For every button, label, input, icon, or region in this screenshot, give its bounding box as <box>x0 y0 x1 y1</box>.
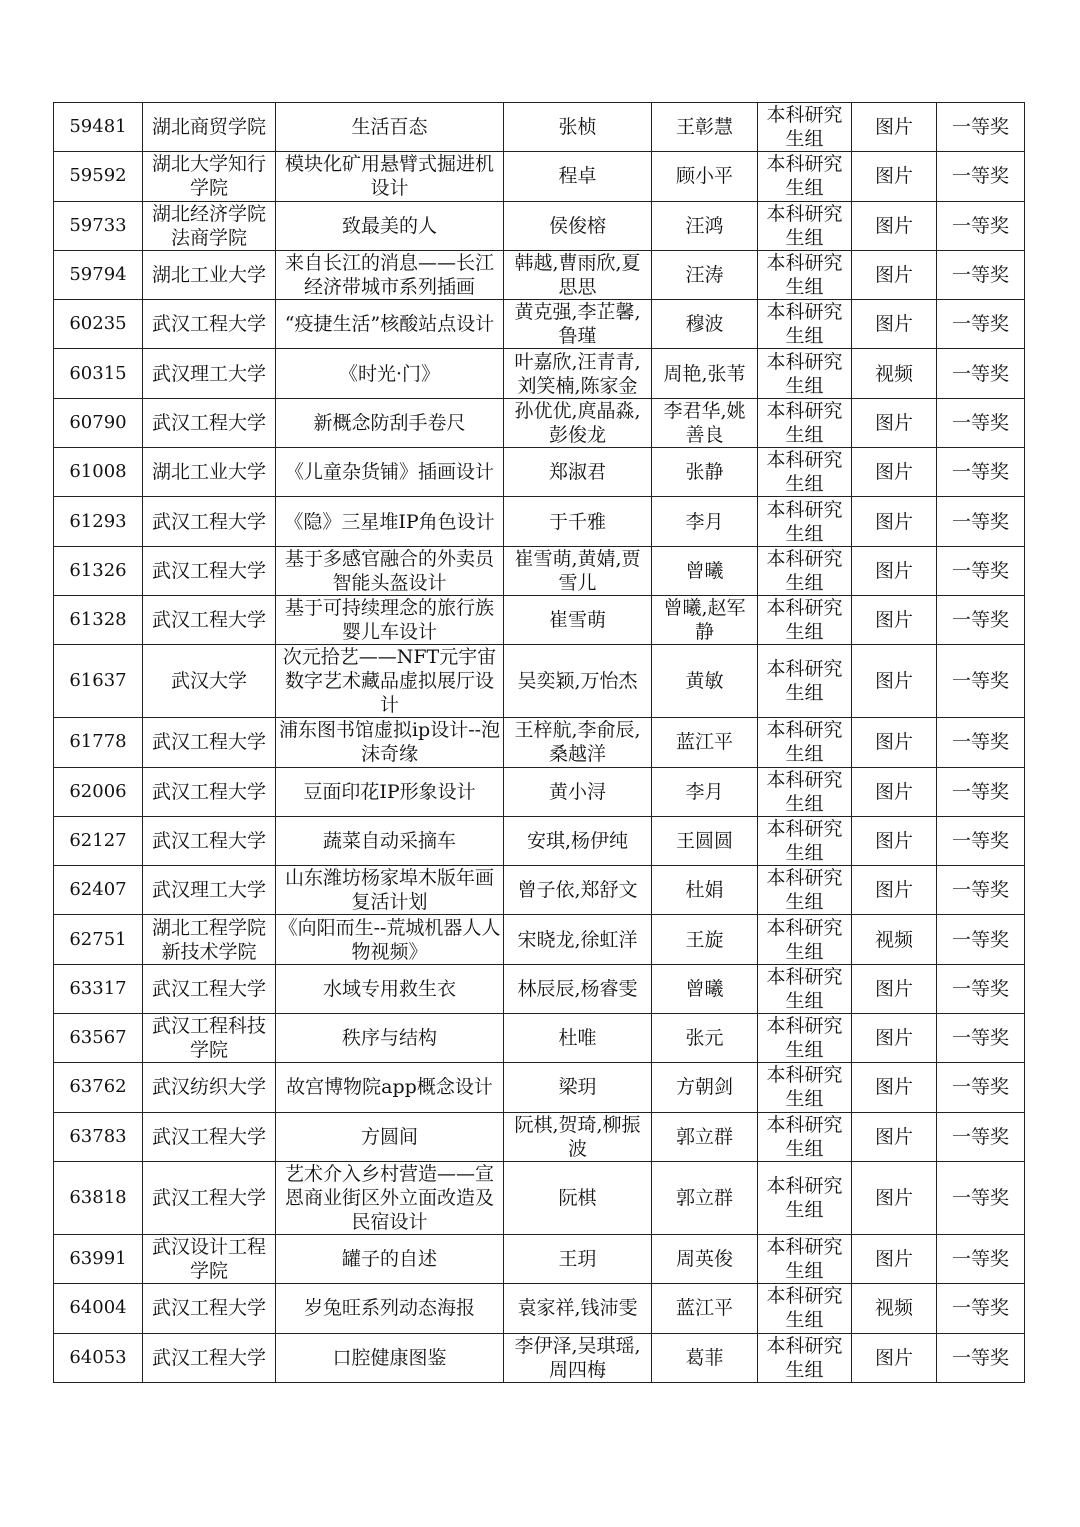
work-title-cell: 浦东图书馆虚拟ip设计--泡沫奇缘 <box>276 718 504 767</box>
group-cell: 本科研究生组 <box>758 645 852 718</box>
authors-cell: 黄克强,李芷馨,鲁瑾 <box>504 300 652 349</box>
work-title-cell: 岁兔旺系列动态海报 <box>276 1284 504 1333</box>
award-cell: 一等奖 <box>937 1063 1025 1112</box>
group-cell: 本科研究生组 <box>758 349 852 398</box>
work-title-cell: 豆面印花IP形象设计 <box>276 767 504 816</box>
work-title-cell: 来自长江的消息——长江经济带城市系列插画 <box>276 250 504 299</box>
school-cell: 武汉工程大学 <box>143 398 276 447</box>
table-row <box>54 398 1025 447</box>
authors-cell: 孙优优,庹晶淼,彭俊龙 <box>504 398 652 447</box>
group-cell: 本科研究生组 <box>758 1284 852 1333</box>
award-cell: 一等奖 <box>937 448 1025 497</box>
work-title-cell: 故宫博物院app概念设计 <box>276 1063 504 1112</box>
work-title-cell: 艺术介入乡村营造——宣恩商业街区外立面改造及民宿设计 <box>276 1161 504 1234</box>
entry-id-cell: 62127 <box>54 816 143 865</box>
work-title-cell: 模块化矿用悬臂式掘进机设计 <box>276 152 504 201</box>
table-row <box>54 1014 1025 1063</box>
work-title-cell: 蔬菜自动采摘车 <box>276 816 504 865</box>
work-title-cell: 水域专用救生衣 <box>276 964 504 1013</box>
work-title-cell: 次元拾艺——NFT元宇宙数字艺术藏品虚拟展厅设计 <box>276 645 504 718</box>
work-title-cell: 方圆间 <box>276 1112 504 1161</box>
award-cell: 一等奖 <box>937 1234 1025 1283</box>
school-cell: 武汉工程大学 <box>143 767 276 816</box>
entry-id-cell: 59733 <box>54 201 143 250</box>
group-cell: 本科研究生组 <box>758 250 852 299</box>
work-type-cell: 图片 <box>852 767 937 816</box>
award-cell: 一等奖 <box>937 964 1025 1013</box>
award-cell: 一等奖 <box>937 497 1025 546</box>
group-cell: 本科研究生组 <box>758 448 852 497</box>
authors-cell: 崔雪萌 <box>504 595 652 644</box>
table-row <box>54 767 1025 816</box>
group-cell: 本科研究生组 <box>758 1112 852 1161</box>
entry-id-cell: 63818 <box>54 1161 143 1234</box>
work-title-cell: “疫捷生活”核酸站点设计 <box>276 300 504 349</box>
school-cell: 武汉理工大学 <box>143 866 276 915</box>
group-cell: 本科研究生组 <box>758 1063 852 1112</box>
table-row <box>54 201 1025 250</box>
work-title-cell: 基于多感官融合的外卖员智能头盔设计 <box>276 546 504 595</box>
work-title-cell: 致最美的人 <box>276 201 504 250</box>
table-row <box>54 448 1025 497</box>
entry-id-cell: 62006 <box>54 767 143 816</box>
table-row <box>54 497 1025 546</box>
advisor-cell: 方朝剑 <box>652 1063 758 1112</box>
school-cell: 武汉工程大学 <box>143 300 276 349</box>
advisor-cell: 汪鸿 <box>652 201 758 250</box>
work-title-cell: 《时光·门》 <box>276 349 504 398</box>
work-type-cell: 图片 <box>852 398 937 447</box>
table-row <box>54 1234 1025 1283</box>
authors-cell: 安琪,杨伊纯 <box>504 816 652 865</box>
work-type-cell: 图片 <box>852 300 937 349</box>
authors-cell: 叶嘉欣,汪青青,刘笑楠,陈家金 <box>504 349 652 398</box>
award-cell: 一等奖 <box>937 1014 1025 1063</box>
advisor-cell: 郭立群 <box>652 1161 758 1234</box>
school-cell: 武汉工程大学 <box>143 1112 276 1161</box>
award-cell: 一等奖 <box>937 1284 1025 1333</box>
group-cell: 本科研究生组 <box>758 767 852 816</box>
table-row <box>54 718 1025 767</box>
entry-id-cell: 60790 <box>54 398 143 447</box>
table-row <box>54 349 1025 398</box>
entry-id-cell: 61326 <box>54 546 143 595</box>
school-cell: 武汉工程科技学院 <box>143 1014 276 1063</box>
table-row <box>54 1333 1025 1382</box>
authors-cell: 黄小浔 <box>504 767 652 816</box>
table-row <box>54 1112 1025 1161</box>
advisor-cell: 杜娟 <box>652 866 758 915</box>
work-type-cell: 图片 <box>852 1161 937 1234</box>
table-row <box>54 152 1025 201</box>
group-cell: 本科研究生组 <box>758 497 852 546</box>
work-title-cell: 口腔健康图鉴 <box>276 1333 504 1382</box>
school-cell: 武汉大学 <box>143 645 276 718</box>
work-title-cell: 新概念防刮手卷尺 <box>276 398 504 447</box>
school-cell: 湖北大学知行学院 <box>143 152 276 201</box>
authors-cell: 阮棋 <box>504 1161 652 1234</box>
entry-id-cell: 61778 <box>54 718 143 767</box>
group-cell: 本科研究生组 <box>758 964 852 1013</box>
advisor-cell: 曾曦 <box>652 546 758 595</box>
entry-id-cell: 64004 <box>54 1284 143 1333</box>
table-row <box>54 1161 1025 1234</box>
table-row <box>54 1284 1025 1333</box>
school-cell: 湖北工业大学 <box>143 448 276 497</box>
group-cell: 本科研究生组 <box>758 1161 852 1234</box>
authors-cell: 于千雅 <box>504 497 652 546</box>
advisor-cell: 顾小平 <box>652 152 758 201</box>
award-cell: 一等奖 <box>937 767 1025 816</box>
table-row <box>54 645 1025 718</box>
group-cell: 本科研究生组 <box>758 201 852 250</box>
work-title-cell: 《隐》三星堆IP角色设计 <box>276 497 504 546</box>
entry-id-cell: 61637 <box>54 645 143 718</box>
advisor-cell: 郭立群 <box>652 1112 758 1161</box>
authors-cell: 王玥 <box>504 1234 652 1283</box>
school-cell: 武汉工程大学 <box>143 1161 276 1234</box>
advisor-cell: 王彰慧 <box>652 103 758 152</box>
school-cell: 武汉工程大学 <box>143 1284 276 1333</box>
group-cell: 本科研究生组 <box>758 1234 852 1283</box>
table-row <box>54 546 1025 595</box>
table-row <box>54 1063 1025 1112</box>
work-type-cell: 图片 <box>852 546 937 595</box>
advisor-cell: 李月 <box>652 497 758 546</box>
school-cell: 武汉纺织大学 <box>143 1063 276 1112</box>
award-cell: 一等奖 <box>937 595 1025 644</box>
group-cell: 本科研究生组 <box>758 1333 852 1382</box>
advisor-cell: 张元 <box>652 1014 758 1063</box>
authors-cell: 袁家祥,钱沛雯 <box>504 1284 652 1333</box>
entry-id-cell: 63991 <box>54 1234 143 1283</box>
advisor-cell: 汪涛 <box>652 250 758 299</box>
work-type-cell: 图片 <box>852 1063 937 1112</box>
award-cell: 一等奖 <box>937 915 1025 964</box>
school-cell: 湖北工业大学 <box>143 250 276 299</box>
school-cell: 武汉工程大学 <box>143 546 276 595</box>
entry-id-cell: 63317 <box>54 964 143 1013</box>
award-cell: 一等奖 <box>937 645 1025 718</box>
award-cell: 一等奖 <box>937 546 1025 595</box>
award-cell: 一等奖 <box>937 866 1025 915</box>
school-cell: 武汉工程大学 <box>143 1333 276 1382</box>
entry-id-cell: 59794 <box>54 250 143 299</box>
work-title-cell: 《向阳而生--荒城机器人人物视频》 <box>276 915 504 964</box>
work-title-cell: 罐子的自述 <box>276 1234 504 1283</box>
work-type-cell: 图片 <box>852 1234 937 1283</box>
advisor-cell: 曾曦 <box>652 964 758 1013</box>
group-cell: 本科研究生组 <box>758 866 852 915</box>
entry-id-cell: 60315 <box>54 349 143 398</box>
authors-cell: 阮棋,贺琦,柳振波 <box>504 1112 652 1161</box>
advisor-cell: 王旋 <box>652 915 758 964</box>
award-cell: 一等奖 <box>937 103 1025 152</box>
authors-cell: 郑淑君 <box>504 448 652 497</box>
entry-id-cell: 62751 <box>54 915 143 964</box>
entry-id-cell: 61008 <box>54 448 143 497</box>
entry-id-cell: 64053 <box>54 1333 143 1382</box>
work-type-cell: 图片 <box>852 595 937 644</box>
authors-cell: 程卓 <box>504 152 652 201</box>
work-type-cell: 图片 <box>852 201 937 250</box>
group-cell: 本科研究生组 <box>758 152 852 201</box>
work-type-cell: 图片 <box>852 645 937 718</box>
award-cell: 一等奖 <box>937 201 1025 250</box>
advisor-cell: 李月 <box>652 767 758 816</box>
table-row <box>54 915 1025 964</box>
work-title-cell: 生活百态 <box>276 103 504 152</box>
group-cell: 本科研究生组 <box>758 915 852 964</box>
award-cell: 一等奖 <box>937 250 1025 299</box>
entry-id-cell: 61293 <box>54 497 143 546</box>
award-cell: 一等奖 <box>937 718 1025 767</box>
entry-id-cell: 59592 <box>54 152 143 201</box>
work-type-cell: 图片 <box>852 497 937 546</box>
authors-cell: 张桢 <box>504 103 652 152</box>
group-cell: 本科研究生组 <box>758 718 852 767</box>
work-type-cell: 图片 <box>852 152 937 201</box>
entry-id-cell: 59481 <box>54 103 143 152</box>
work-type-cell: 图片 <box>852 1112 937 1161</box>
table-row <box>54 300 1025 349</box>
award-table-body <box>54 103 1025 1383</box>
group-cell: 本科研究生组 <box>758 1014 852 1063</box>
work-type-cell: 图片 <box>852 718 937 767</box>
advisor-cell: 蓝江平 <box>652 718 758 767</box>
work-type-cell: 图片 <box>852 448 937 497</box>
entry-id-cell: 63762 <box>54 1063 143 1112</box>
school-cell: 武汉设计工程学院 <box>143 1234 276 1283</box>
authors-cell: 李伊泽,吴琪瑶,周四梅 <box>504 1333 652 1382</box>
school-cell: 武汉工程大学 <box>143 718 276 767</box>
advisor-cell: 穆波 <box>652 300 758 349</box>
entry-id-cell: 63783 <box>54 1112 143 1161</box>
work-type-cell: 图片 <box>852 103 937 152</box>
entry-id-cell: 60235 <box>54 300 143 349</box>
advisor-cell: 周英俊 <box>652 1234 758 1283</box>
work-type-cell: 图片 <box>852 1014 937 1063</box>
school-cell: 武汉工程大学 <box>143 964 276 1013</box>
school-cell: 湖北商贸学院 <box>143 103 276 152</box>
table-row <box>54 595 1025 644</box>
advisor-cell: 周艳,张苇 <box>652 349 758 398</box>
advisor-cell: 黄敏 <box>652 645 758 718</box>
authors-cell: 宋晓龙,徐虹洋 <box>504 915 652 964</box>
award-cell: 一等奖 <box>937 349 1025 398</box>
award-cell: 一等奖 <box>937 300 1025 349</box>
group-cell: 本科研究生组 <box>758 398 852 447</box>
authors-cell: 韩越,曹雨欣,夏思思 <box>504 250 652 299</box>
work-type-cell: 图片 <box>852 964 937 1013</box>
entry-id-cell: 62407 <box>54 866 143 915</box>
award-cell: 一等奖 <box>937 152 1025 201</box>
entry-id-cell: 63567 <box>54 1014 143 1063</box>
authors-cell: 曾子依,郑舒文 <box>504 866 652 915</box>
work-title-cell: 山东潍坊杨家埠木版年画复活计划 <box>276 866 504 915</box>
table-row <box>54 866 1025 915</box>
group-cell: 本科研究生组 <box>758 103 852 152</box>
advisor-cell: 曾曦,赵军静 <box>652 595 758 644</box>
table-row <box>54 103 1025 152</box>
group-cell: 本科研究生组 <box>758 300 852 349</box>
authors-cell: 梁玥 <box>504 1063 652 1112</box>
authors-cell: 林辰辰,杨睿雯 <box>504 964 652 1013</box>
school-cell: 武汉工程大学 <box>143 595 276 644</box>
school-cell: 武汉理工大学 <box>143 349 276 398</box>
group-cell: 本科研究生组 <box>758 595 852 644</box>
table-row <box>54 250 1025 299</box>
school-cell: 武汉工程大学 <box>143 816 276 865</box>
work-type-cell: 视频 <box>852 1284 937 1333</box>
advisor-cell: 李君华,姚善良 <box>652 398 758 447</box>
work-title-cell: 《儿童杂货铺》插画设计 <box>276 448 504 497</box>
advisor-cell: 王圆圆 <box>652 816 758 865</box>
entry-id-cell: 61328 <box>54 595 143 644</box>
school-cell: 湖北工程学院新技术学院 <box>143 915 276 964</box>
work-type-cell: 视频 <box>852 349 937 398</box>
work-title-cell: 秩序与结构 <box>276 1014 504 1063</box>
group-cell: 本科研究生组 <box>758 546 852 595</box>
award-cell: 一等奖 <box>937 1161 1025 1234</box>
authors-cell: 侯俊榕 <box>504 201 652 250</box>
advisor-cell: 葛菲 <box>652 1333 758 1382</box>
work-type-cell: 图片 <box>852 1333 937 1382</box>
work-type-cell: 图片 <box>852 816 937 865</box>
table-row <box>54 964 1025 1013</box>
authors-cell: 崔雪萌,黄婧,贾雪儿 <box>504 546 652 595</box>
advisor-cell: 蓝江平 <box>652 1284 758 1333</box>
award-cell: 一等奖 <box>937 1333 1025 1382</box>
table-row <box>54 816 1025 865</box>
award-cell: 一等奖 <box>937 816 1025 865</box>
work-type-cell: 视频 <box>852 915 937 964</box>
school-cell: 湖北经济学院法商学院 <box>143 201 276 250</box>
award-cell: 一等奖 <box>937 1112 1025 1161</box>
work-type-cell: 图片 <box>852 866 937 915</box>
authors-cell: 吴奕颖,万怡杰 <box>504 645 652 718</box>
school-cell: 武汉工程大学 <box>143 497 276 546</box>
group-cell: 本科研究生组 <box>758 816 852 865</box>
authors-cell: 王梓航,李俞辰,桑越洋 <box>504 718 652 767</box>
award-cell: 一等奖 <box>937 398 1025 447</box>
advisor-cell: 张静 <box>652 448 758 497</box>
work-title-cell: 基于可持续理念的旅行族婴儿车设计 <box>276 595 504 644</box>
work-type-cell: 图片 <box>852 250 937 299</box>
award-table <box>53 102 1025 1383</box>
authors-cell: 杜唯 <box>504 1014 652 1063</box>
